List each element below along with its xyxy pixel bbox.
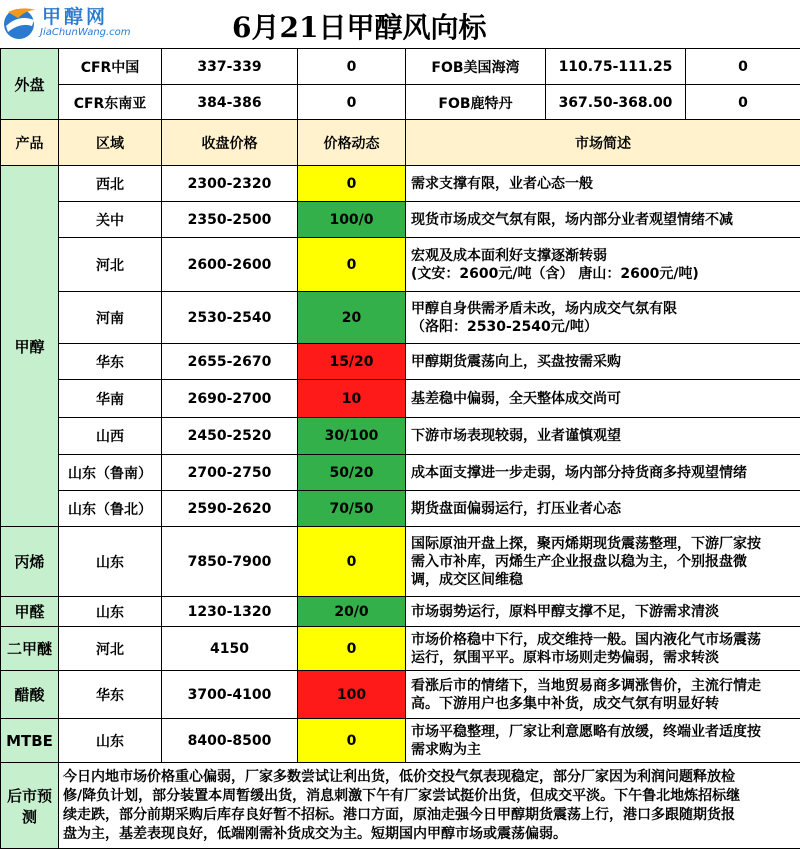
ext-change: 0 — [298, 85, 406, 121]
forecast-line: 续走跌，部分前期采购后库存良好暂不招标。港口方面，原油走强今日甲醇期货震荡上行，港口多跟随期货报 — [63, 806, 796, 825]
table-row — [1, 238, 800, 292]
summary-line: 需求购为主 — [411, 741, 800, 759]
summary-line: 运行，氛围平平。原料市场则走势偏弱，需求转淡 — [411, 649, 800, 667]
forecast-text — [59, 763, 800, 849]
table-row — [1, 491, 800, 527]
table-row — [1, 455, 800, 491]
summary-line: 下游市场表现较弱，业者谨慎观望 — [411, 427, 800, 445]
change-cell: 10 — [298, 380, 406, 418]
table-row — [1, 719, 800, 763]
region-cell: 山西 — [59, 418, 162, 455]
region-cell: 河北 — [59, 627, 162, 671]
external-market-table — [0, 48, 800, 121]
logo — [2, 4, 120, 44]
logo-domain: JiaChunWang.com — [40, 27, 131, 38]
price-cell: 2300-2320 — [162, 166, 298, 202]
summary-line: 看涨后市的情绪下，当地贸易商多调涨售价，主流行情走 — [411, 677, 800, 695]
ext-price: 384-386 — [162, 85, 298, 121]
summary-cell — [406, 344, 800, 380]
summary-cell — [406, 627, 800, 671]
forecast-label: 后市预测 — [1, 763, 59, 849]
ext-name: FOB鹿特丹 — [406, 85, 546, 121]
ext-change: 0 — [686, 49, 800, 85]
price-cell: 2350-2500 — [162, 202, 298, 238]
summary-line: 市场平稳整理，厂家让利意愿略有放缓，终端业者适度按 — [411, 723, 800, 741]
price-cell: 1230-1320 — [162, 597, 298, 627]
change-cell: 0 — [298, 238, 406, 292]
summary-line: （洛阳：2530-2540元/吨） — [411, 318, 800, 336]
table-header-row — [1, 120, 800, 166]
summary-line: 基差稳中偏弱，全天整体成交尚可 — [411, 390, 800, 408]
region-cell: 山东（鲁南） — [59, 455, 162, 491]
summary-cell — [406, 455, 800, 491]
summary-cell — [406, 671, 800, 719]
page-title: 6月21日甲醇风向标 — [232, 6, 486, 46]
change-cell: 50/20 — [298, 455, 406, 491]
ext-price: 337-339 — [162, 49, 298, 85]
external-row — [1, 49, 800, 85]
table-row — [1, 527, 800, 597]
col-price: 收盘价格 — [162, 120, 298, 166]
table-row — [1, 418, 800, 455]
price-cell: 2450-2520 — [162, 418, 298, 455]
summary-line: 市场弱势运行，原料甲醇支撑不足，下游需求清淡 — [411, 603, 800, 621]
ext-price: 367.50-368.00 — [546, 85, 686, 121]
price-cell: 7850-7900 — [162, 527, 298, 597]
change-cell: 15/20 — [298, 344, 406, 380]
summary-line: 调，成交区间维稳 — [411, 571, 800, 589]
price-cell: 3700-4100 — [162, 671, 298, 719]
ext-price: 110.75-111.25 — [546, 49, 686, 85]
external-label: 外盘 — [1, 49, 59, 121]
region-cell: 华东 — [59, 671, 162, 719]
product-cell: 醋酸 — [1, 671, 59, 719]
col-summary: 市场简述 — [406, 120, 800, 166]
change-cell: 0 — [298, 627, 406, 671]
ext-change: 0 — [298, 49, 406, 85]
price-cell: 2590-2620 — [162, 491, 298, 527]
change-cell: 0 — [298, 166, 406, 202]
summary-line: (文安：2600元/吨（含） 唐山：2600元/吨) — [411, 265, 800, 283]
forecast-row — [1, 763, 800, 849]
product-cell: 甲醛 — [1, 597, 59, 627]
region-cell: 山东 — [59, 597, 162, 627]
change-cell: 0 — [298, 527, 406, 597]
col-product: 产品 — [1, 120, 59, 166]
change-cell: 100/0 — [298, 202, 406, 238]
forecast-line: 今日内地市场价格重心偏弱，厂家多数尝试让利出货，低价交投气氛表现稳定，部分厂家因为利润问题释放检 — [63, 768, 796, 787]
change-cell: 70/50 — [298, 491, 406, 527]
summary-line: 高。下游用户也多集中补货，成交气氛有明显好转 — [411, 695, 800, 713]
summary-line: 宏观及成本面利好支撑逐渐转弱 — [411, 247, 800, 265]
summary-cell — [406, 418, 800, 455]
ext-name: CFR中国 — [59, 49, 162, 85]
table-row — [1, 166, 800, 202]
summary-cell — [406, 166, 800, 202]
summary-line: 市场价格稳中下行，成交维持一般。国内液化气市场震荡 — [411, 631, 800, 649]
col-change: 价格动态 — [298, 120, 406, 166]
ext-name: FOB美国海湾 — [406, 49, 546, 85]
region-cell: 山东（鲁北） — [59, 491, 162, 527]
table-row — [1, 202, 800, 238]
market-table — [0, 119, 800, 849]
ext-name: CFR东南亚 — [59, 85, 162, 121]
table-row — [1, 671, 800, 719]
region-cell: 华东 — [59, 344, 162, 380]
summary-cell — [406, 380, 800, 418]
price-cell: 2530-2540 — [162, 292, 298, 344]
summary-line: 需求支撑有限，业者心态一般 — [411, 175, 800, 193]
price-cell: 2655-2670 — [162, 344, 298, 380]
region-cell: 山东 — [59, 527, 162, 597]
ext-change: 0 — [686, 85, 800, 121]
region-cell: 西北 — [59, 166, 162, 202]
summary-line: 成本面支撑进一步走弱，场内部分持货商多持观望情绪 — [411, 464, 800, 482]
change-cell: 0 — [298, 719, 406, 763]
summary-cell — [406, 527, 800, 597]
product-methanol: 甲醇 — [1, 166, 59, 527]
region-cell: 关中 — [59, 202, 162, 238]
table-row — [1, 380, 800, 418]
summary-cell — [406, 292, 800, 344]
table-row — [1, 292, 800, 344]
col-region: 区域 — [59, 120, 162, 166]
change-cell: 20/0 — [298, 597, 406, 627]
region-cell: 河南 — [59, 292, 162, 344]
summary-line: 国际原油开盘上探，聚丙烯期现货震荡整理，下游厂家按 — [411, 535, 800, 553]
table-row — [1, 344, 800, 380]
region-cell: 华南 — [59, 380, 162, 418]
summary-line: 现货市场成交气氛有限，场内部分业者观望情绪不减 — [411, 211, 800, 229]
product-cell: MTBE — [1, 719, 59, 763]
summary-cell — [406, 202, 800, 238]
external-row — [1, 85, 800, 121]
region-cell: 河北 — [59, 238, 162, 292]
table-row — [1, 597, 800, 627]
price-cell: 8400-8500 — [162, 719, 298, 763]
summary-cell — [406, 597, 800, 627]
table-row — [1, 627, 800, 671]
price-cell: 2600-2600 — [162, 238, 298, 292]
product-cell: 丙烯 — [1, 527, 59, 597]
summary-cell — [406, 238, 800, 292]
summary-cell — [406, 491, 800, 527]
region-cell: 山东 — [59, 719, 162, 763]
logo-globe-icon — [2, 4, 38, 42]
forecast-line: 修/降负计划，部分装置本周暂缓出货，消息刺激下午有厂家尝试挺价出货，但成交平淡。下午鲁北地炼招标继 — [63, 787, 796, 806]
product-cell: 二甲醚 — [1, 627, 59, 671]
summary-line: 甲醇期货震荡向上，买盘按需采购 — [411, 353, 800, 371]
summary-line: 期货盘面偏弱运行，打压业者心态 — [411, 500, 800, 518]
change-cell: 100 — [298, 671, 406, 719]
summary-line: 甲醇自身供需矛盾未改，场内成交气氛有限 — [411, 300, 800, 318]
summary-line: 需入市补库，丙烯生产企业报盘以稳为主，个别报盘微 — [411, 553, 800, 571]
logo-text: 甲醇网 — [42, 2, 108, 29]
change-cell: 20 — [298, 292, 406, 344]
price-cell: 2700-2750 — [162, 455, 298, 491]
summary-cell — [406, 719, 800, 763]
page-header — [0, 0, 800, 48]
change-cell: 30/100 — [298, 418, 406, 455]
forecast-line: 盘为主，基差表现良好，低端刚需补货成交为主。短期国内甲醇市场或震荡偏弱。 — [63, 825, 796, 844]
price-cell: 4150 — [162, 627, 298, 671]
price-cell: 2690-2700 — [162, 380, 298, 418]
